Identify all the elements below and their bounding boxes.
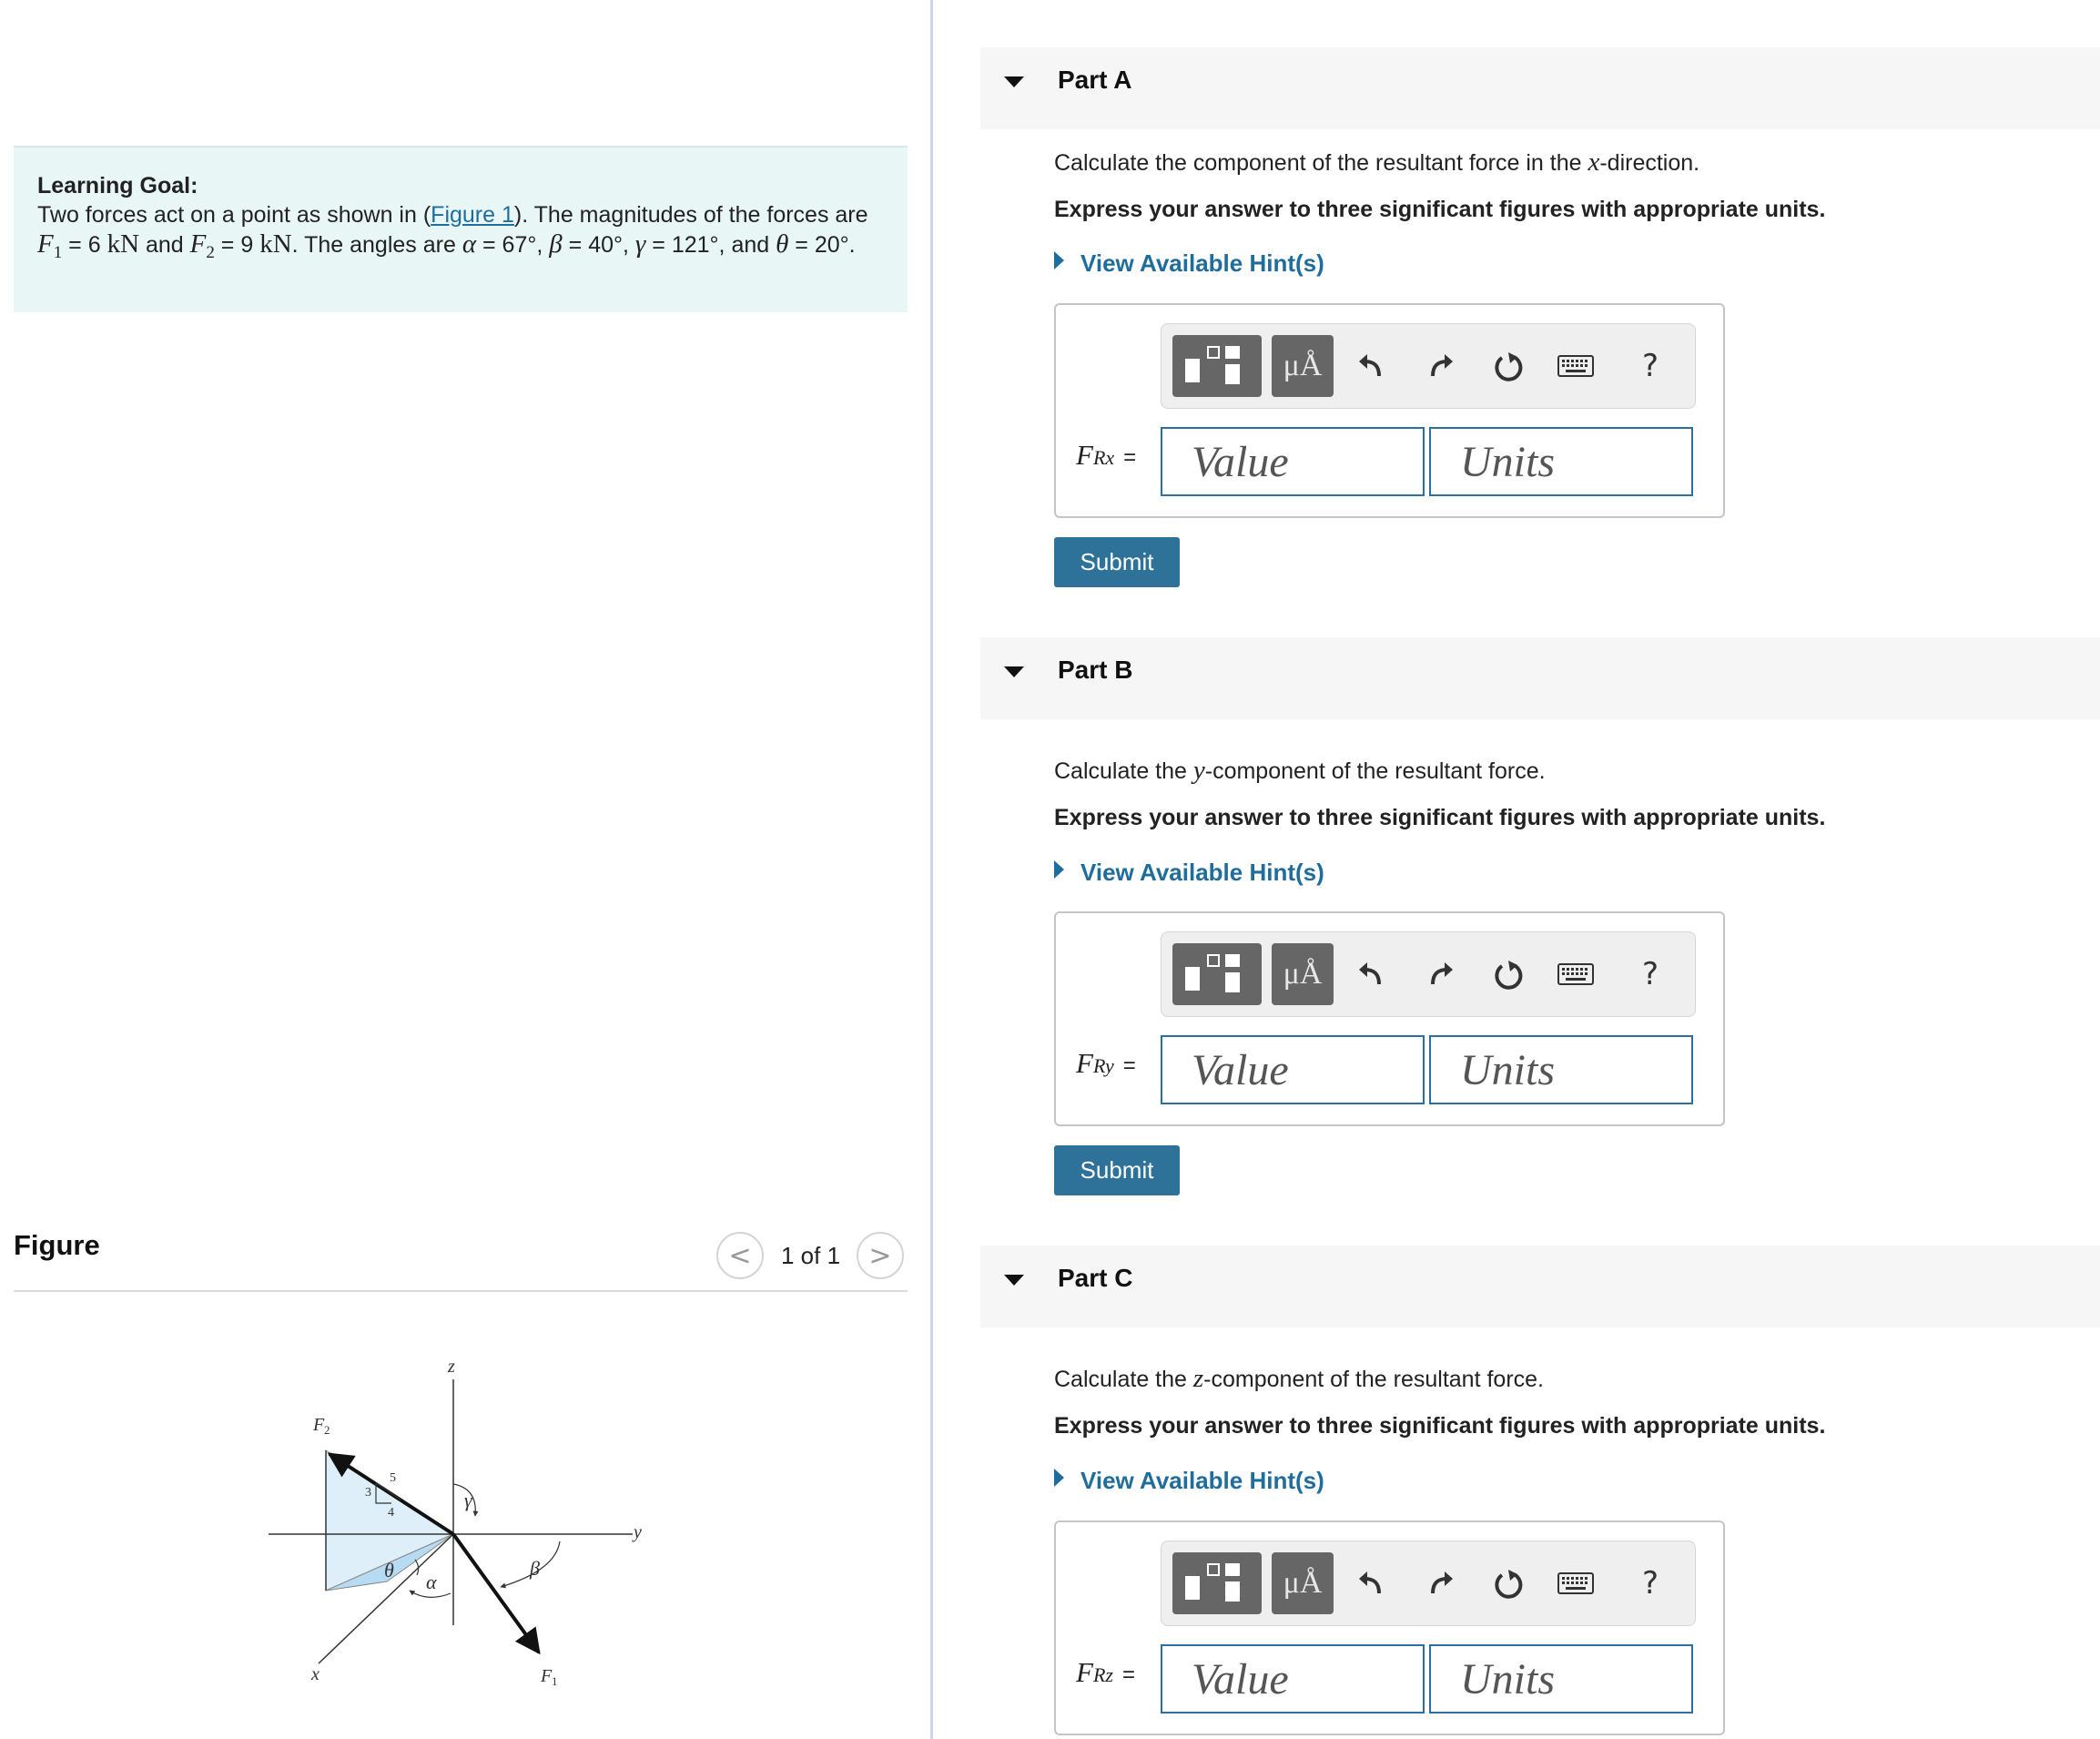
fr-y-units-input[interactable]: [1429, 1035, 1693, 1104]
templates-icon[interactable]: [1172, 943, 1262, 1005]
part-c-answer-box: [1054, 1520, 1725, 1735]
f1-sub: 1: [53, 243, 63, 262]
part-a-title: Part A: [1058, 66, 1132, 94]
f2-symbol: F: [189, 229, 207, 259]
part-c-question: Calculate the z-component of the resultant force.: [1054, 1364, 1544, 1393]
part-b-answer-box: [1054, 911, 1725, 1126]
caret-right-icon: [1054, 251, 1064, 269]
figure-counter: 1 of 1: [781, 1242, 841, 1269]
redo-icon[interactable]: [1418, 1558, 1464, 1609]
units-icon[interactable]: μÅ: [1272, 943, 1334, 1005]
f1-unit: kN: [107, 229, 140, 259]
undo-icon[interactable]: [1348, 949, 1394, 1000]
part-a-header[interactable]: [980, 47, 2100, 129]
goal-and-2: , and: [718, 232, 776, 258]
f2-unit: kN: [259, 229, 292, 259]
alpha-label: α: [426, 1571, 437, 1593]
help-icon[interactable]: ?: [1641, 956, 1659, 992]
part-b-question: Calculate the y-component of the resultant force.: [1054, 756, 1546, 785]
templates-icon[interactable]: [1172, 335, 1262, 397]
z-label: z: [448, 1357, 455, 1377]
slope-4-label: 4: [388, 1506, 394, 1520]
figure-link[interactable]: Figure 1: [431, 202, 514, 228]
part-a-instruction: Express your answer to three significant figures with appropriate units.: [1054, 197, 1826, 222]
part-a-hint-link[interactable]: View Available Hint(s): [1054, 249, 1324, 278]
templates-icon[interactable]: [1172, 1552, 1262, 1614]
help-icon[interactable]: ?: [1641, 348, 1659, 384]
part-a-answer-box: [1054, 303, 1725, 518]
help-icon[interactable]: ?: [1641, 1565, 1659, 1602]
f2-value: = 9: [214, 232, 260, 258]
part-c-instruction: Express your answer to three significant figures with appropriate units.: [1054, 1413, 1826, 1439]
beta-value: = 40°: [562, 232, 623, 258]
beta-symbol: β: [549, 229, 563, 259]
f1-arrow: [453, 1534, 539, 1653]
undo-icon[interactable]: [1348, 1558, 1394, 1609]
caret-down-icon[interactable]: [1004, 76, 1024, 87]
goal-intro: Two forces act on a point as shown in (: [37, 202, 431, 228]
math-toolbar: [1161, 931, 1696, 1017]
f1-value: = 6: [62, 232, 107, 258]
figure-divider: [14, 1290, 908, 1292]
f2-label: F: [313, 1415, 325, 1435]
goal-after-link: ). The magnitudes of the forces are: [513, 202, 868, 228]
fr-x-label: FRx =: [1076, 439, 1137, 471]
next-figure-button[interactable]: [857, 1232, 904, 1279]
redo-icon[interactable]: [1418, 341, 1464, 392]
fr-z-value-input[interactable]: [1161, 1644, 1425, 1714]
theta-label: θ: [384, 1559, 394, 1581]
units-icon[interactable]: μÅ: [1272, 335, 1334, 397]
fr-y-value-input[interactable]: [1161, 1035, 1425, 1104]
part-a-submit-button[interactable]: Submit: [1054, 537, 1180, 587]
part-c-hint-link[interactable]: View Available Hint(s): [1054, 1467, 1324, 1495]
caret-right-icon: [1054, 1469, 1064, 1487]
part-b-submit-button[interactable]: Submit: [1054, 1145, 1180, 1195]
gamma-label: γ: [464, 1489, 472, 1511]
part-b-header[interactable]: [980, 637, 2100, 719]
chevron-left-icon: <: [728, 1239, 752, 1272]
part-c-header[interactable]: [980, 1246, 2100, 1327]
theta-symbol: θ: [776, 229, 789, 259]
previous-figure-button[interactable]: [716, 1232, 764, 1279]
gamma-symbol: γ: [634, 229, 646, 259]
goal-and-1: and: [139, 232, 190, 258]
fr-z-label: FRz =: [1076, 1656, 1135, 1688]
keyboard-icon[interactable]: [1553, 341, 1598, 392]
part-b-instruction: Express your answer to three significant figures with appropriate units.: [1054, 805, 1826, 830]
fr-x-value-input[interactable]: [1161, 427, 1425, 496]
units-icon[interactable]: μÅ: [1272, 1552, 1334, 1614]
learning-goal-title: Learning Goal:: [37, 173, 198, 198]
keyboard-icon[interactable]: [1553, 1558, 1598, 1609]
fr-x-units-input[interactable]: [1429, 427, 1693, 496]
part-b-hint-link[interactable]: View Available Hint(s): [1054, 859, 1324, 887]
keyboard-icon[interactable]: [1553, 949, 1598, 1000]
fr-y-label: FRy =: [1076, 1047, 1136, 1079]
gamma-value: = 121°: [645, 232, 719, 258]
force-diagram: [246, 1343, 664, 1707]
column-divider: [930, 0, 933, 1739]
angles-intro: . The angles are: [291, 232, 462, 258]
fr-z-units-input[interactable]: [1429, 1644, 1693, 1714]
redo-icon[interactable]: [1418, 949, 1464, 1000]
caret-right-icon: [1054, 860, 1064, 879]
reset-icon[interactable]: [1486, 1558, 1531, 1609]
reset-icon[interactable]: [1486, 949, 1531, 1000]
caret-down-icon[interactable]: [1004, 1275, 1024, 1286]
undo-icon[interactable]: [1348, 341, 1394, 392]
reset-icon[interactable]: [1486, 341, 1531, 392]
part-a-question: Calculate the component of the resultant force in the x-direction.: [1054, 147, 1700, 177]
part-c-title: Part C: [1058, 1264, 1133, 1292]
slope-5-label: 5: [390, 1471, 396, 1485]
math-toolbar: [1161, 1541, 1696, 1626]
math-toolbar: [1161, 323, 1696, 409]
theta-arc: [415, 1560, 419, 1575]
theta-value: = 20°.: [788, 232, 856, 258]
f1-sub-label: 1: [552, 1674, 558, 1688]
beta-label: β: [530, 1557, 540, 1580]
figure-title: Figure: [14, 1229, 100, 1261]
f2-sub: 2: [206, 243, 215, 262]
y-label: y: [634, 1522, 642, 1542]
f1-label: F: [541, 1666, 553, 1686]
learning-goal-box: [14, 146, 908, 312]
alpha-value: = 67°: [476, 232, 537, 258]
alpha-symbol: α: [462, 229, 477, 259]
x-label: x: [311, 1664, 320, 1684]
caret-down-icon[interactable]: [1004, 666, 1024, 677]
f1-symbol: F: [37, 229, 54, 259]
chevron-right-icon: >: [868, 1239, 892, 1272]
part-b-title: Part B: [1058, 656, 1133, 684]
learning-goal-text: Two forces act on a point as shown in (Figure 1). The magnitudes of the forces are $F_1 = 6$ kN and $F_2 = 9$ kN. The angles are α = 67°, β = 40°, γ = 121°, and θ = 20°.: [37, 202, 868, 262]
slope-3-label: 3: [365, 1486, 371, 1500]
f2-sub-label: 2: [324, 1423, 330, 1437]
